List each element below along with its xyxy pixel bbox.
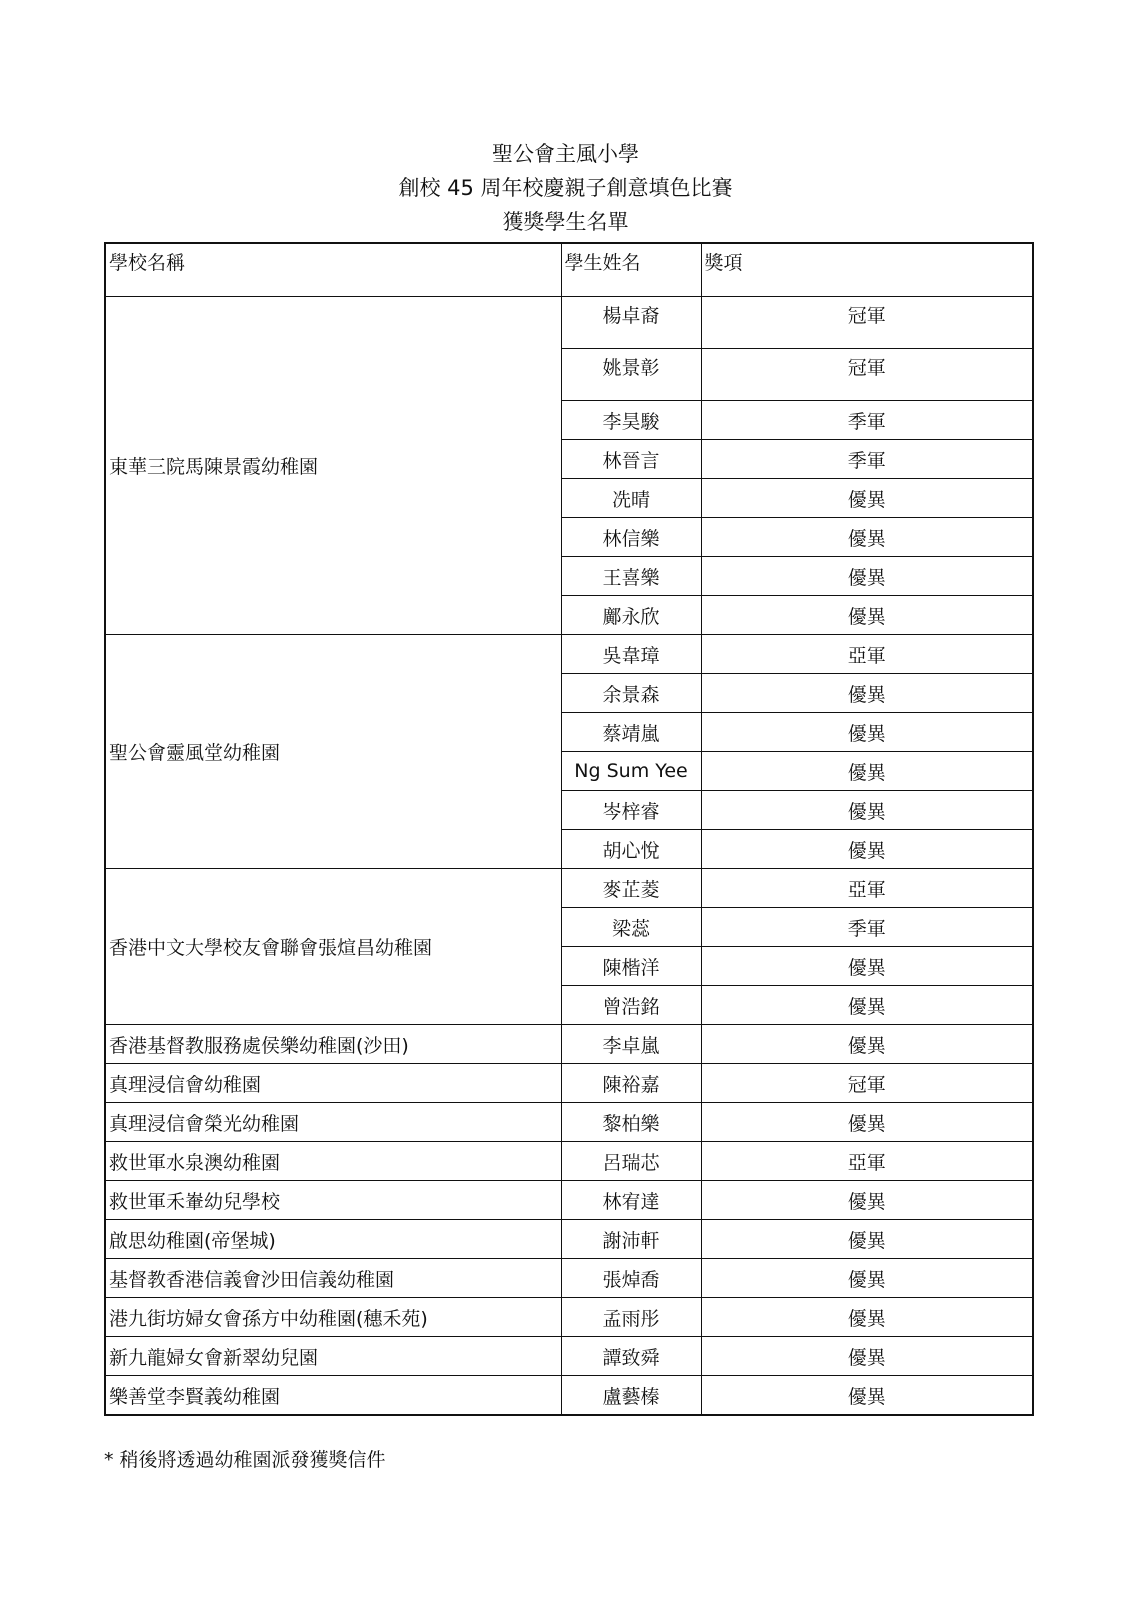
student-name-cell: 麥芷菱 (561, 869, 701, 908)
list-title: 獲獎學生名單 (502, 210, 629, 234)
award-cell: 優異 (701, 986, 1033, 1025)
student-name-cell: 曾浩銘 (561, 986, 701, 1025)
student-name-cell: 李卓嵐 (561, 1025, 701, 1064)
table-row (105, 1298, 1033, 1337)
student-name-cell: 謝沛軒 (561, 1220, 701, 1259)
school-name-cell: 新九龍婦女會新翠幼兒園 (105, 1337, 561, 1376)
award-cell: 優異 (701, 1025, 1033, 1064)
student-name-cell: 岑梓睿 (561, 791, 701, 830)
table-row (105, 1376, 1033, 1416)
school-name-cell: 基督教香港信義會沙田信義幼稚園 (105, 1259, 561, 1298)
table-row (105, 635, 1033, 674)
table-row (105, 869, 1033, 908)
award-cell: 亞軍 (701, 869, 1033, 908)
student-name-cell: 林宥達 (561, 1181, 701, 1220)
student-name-cell: 梁蕊 (561, 908, 701, 947)
award-cell: 亞軍 (701, 1142, 1033, 1181)
award-cell: 優異 (701, 518, 1033, 557)
table-row (105, 1025, 1033, 1064)
award-table (104, 242, 1034, 1416)
award-cell: 優異 (701, 1337, 1033, 1376)
school-name-cell: 東華三院馬陳景霞幼稚園 (105, 297, 561, 635)
student-name-cell: 余景森 (561, 674, 701, 713)
school-name-cell: 救世軍禾輋幼兒學校 (105, 1181, 561, 1220)
table-row (105, 1142, 1033, 1181)
student-name-cell: 楊卓裔 (561, 297, 701, 349)
award-cell: 冠軍 (701, 349, 1033, 401)
award-cell: 冠軍 (701, 1064, 1033, 1103)
award-cell: 優異 (701, 947, 1033, 986)
header-school: 學校名稱 (105, 243, 561, 297)
school-name-cell: 港九街坊婦女會孫方中幼稚園(穗禾苑) (105, 1298, 561, 1337)
table-row (105, 1181, 1033, 1220)
award-cell: 優異 (701, 1259, 1033, 1298)
student-name-cell: 冼晴 (561, 479, 701, 518)
student-name-cell: 姚景彰 (561, 349, 701, 401)
award-cell: 優異 (701, 1103, 1033, 1142)
table-row (105, 1337, 1033, 1376)
student-name-cell: 吳韋璋 (561, 635, 701, 674)
award-cell: 優異 (701, 596, 1033, 635)
school-name-cell: 真理浸信會榮光幼稚園 (105, 1103, 561, 1142)
award-cell: 優異 (701, 1376, 1033, 1416)
award-table-body (105, 243, 1033, 1415)
student-name-cell: 林信樂 (561, 518, 701, 557)
student-name-cell: 陳楷洋 (561, 947, 701, 986)
school-name-cell: 啟思幼稚園(帝堡城) (105, 1220, 561, 1259)
award-cell: 優異 (701, 713, 1033, 752)
award-cell: 優異 (701, 479, 1033, 518)
student-name-cell: 孟雨彤 (561, 1298, 701, 1337)
student-name-cell: 鄺永欣 (561, 596, 701, 635)
school-name-cell: 聖公會靈風堂幼稚園 (105, 635, 561, 869)
award-cell: 優異 (701, 674, 1033, 713)
student-name-cell: 蔡靖嵐 (561, 713, 701, 752)
header-student: 學生姓名 (561, 243, 701, 297)
event-title: 創校 45 周年校慶親子創意填色比賽 (398, 176, 733, 200)
award-cell: 優異 (701, 791, 1033, 830)
student-name-cell: 李昊駿 (561, 401, 701, 440)
student-name-cell: 黎柏樂 (561, 1103, 701, 1142)
student-name-cell: 林晉言 (561, 440, 701, 479)
award-cell: 優異 (701, 830, 1033, 869)
award-cell: 季軍 (701, 440, 1033, 479)
school-name-cell: 香港中文大學校友會聯會張煊昌幼稚園 (105, 869, 561, 1025)
footnote: * 稍後將透過幼稚園派發獲獎信件 (104, 1449, 386, 1471)
award-cell: 優異 (701, 1220, 1033, 1259)
table-row (105, 1103, 1033, 1142)
award-cell: 優異 (701, 752, 1033, 791)
school-name-cell: 救世軍水泉澳幼稚園 (105, 1142, 561, 1181)
student-name-cell: 陳裕嘉 (561, 1064, 701, 1103)
award-cell: 亞軍 (701, 635, 1033, 674)
table-row (105, 1220, 1033, 1259)
award-cell: 冠軍 (701, 297, 1033, 349)
header-award: 獎項 (701, 243, 1033, 297)
student-name-cell: 張焯喬 (561, 1259, 701, 1298)
table-row (105, 1064, 1033, 1103)
table-header-row (105, 243, 1033, 297)
student-name-cell: 譚致舜 (561, 1337, 701, 1376)
award-cell: 優異 (701, 1298, 1033, 1337)
student-name-cell: 呂瑞芯 (561, 1142, 701, 1181)
student-name-cell: 王喜樂 (561, 557, 701, 596)
award-cell: 優異 (701, 1181, 1033, 1220)
student-name-cell: 盧藝榛 (561, 1376, 701, 1416)
school-name-cell: 香港基督教服務處侯樂幼稚園(沙田) (105, 1025, 561, 1064)
student-name-cell: 胡心悅 (561, 830, 701, 869)
award-cell: 季軍 (701, 401, 1033, 440)
table-row (105, 1259, 1033, 1298)
school-title: 聖公會主風小學 (492, 142, 639, 166)
award-cell: 優異 (701, 557, 1033, 596)
award-cell: 季軍 (701, 908, 1033, 947)
school-name-cell: 樂善堂李賢義幼稚園 (105, 1376, 561, 1416)
school-name-cell: 真理浸信會幼稚園 (105, 1064, 561, 1103)
table-row (105, 297, 1033, 349)
student-name-cell: Ng Sum Yee (561, 752, 701, 791)
